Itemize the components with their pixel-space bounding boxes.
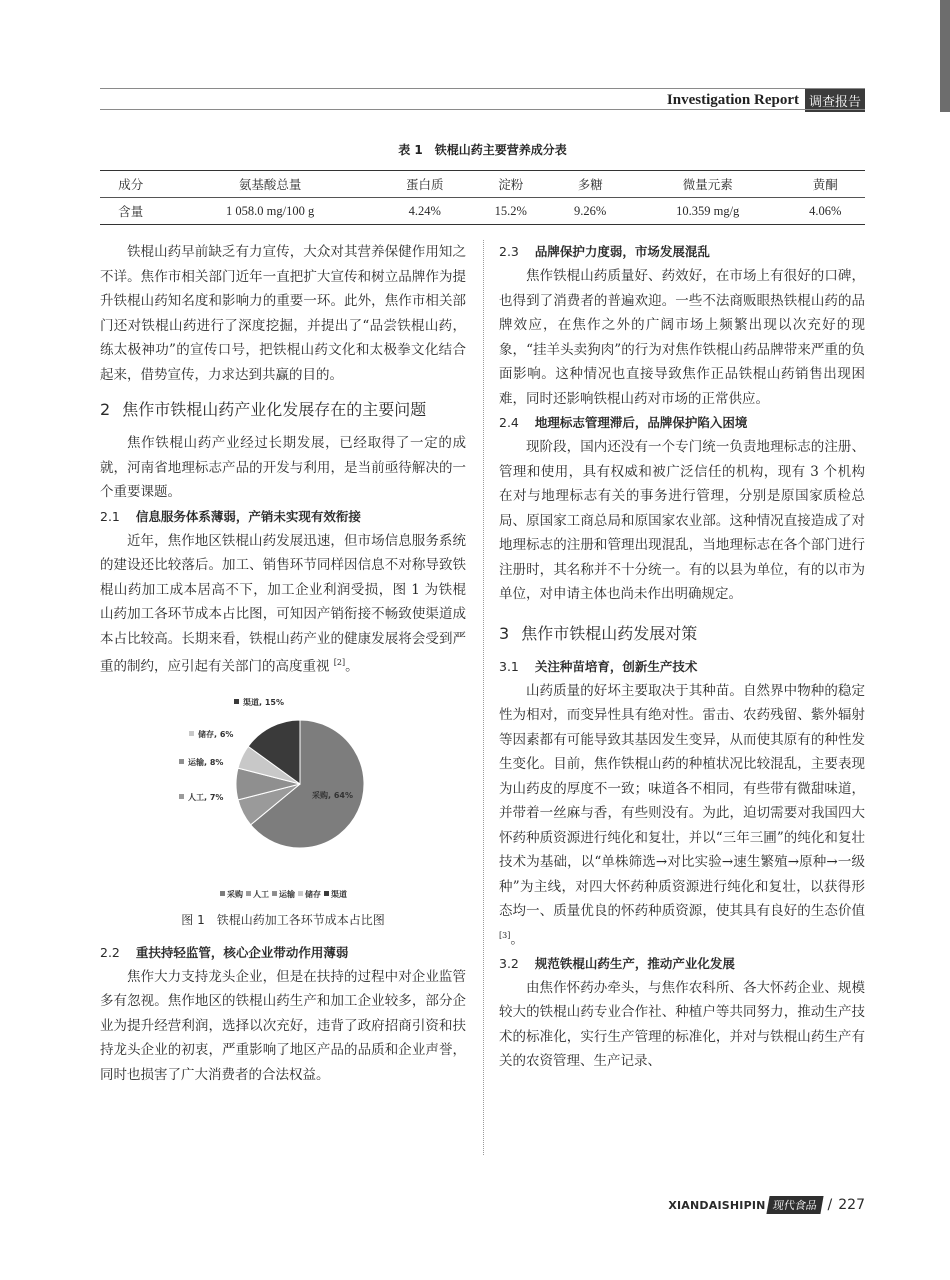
table-caption: 表 1 铁棍山药主要营养成分表	[398, 143, 567, 157]
pie-chart	[100, 697, 466, 902]
section-title: 焦作市铁棍山药产业化发展存在的主要问题	[122, 400, 427, 419]
page-footer	[668, 1196, 865, 1214]
legend-swatch	[298, 891, 303, 896]
pie-data-label: 人工, 7%	[188, 793, 224, 802]
subsection-heading	[499, 952, 865, 976]
legend-swatch	[272, 891, 277, 896]
subsection-title: 规范铁棍山药生产，推动产业化发展	[534, 955, 735, 971]
subsection-number: 2.4	[499, 415, 519, 430]
left-column	[100, 240, 466, 1087]
table-cell: 10.359 mg/g	[630, 198, 786, 225]
table-header-cell: 多糖	[550, 171, 629, 198]
legend-entry: 采购	[227, 890, 243, 899]
subsection-title: 品牌保护力度弱，市场发展混乱	[534, 244, 710, 259]
subsection-number: 2.2	[100, 944, 120, 960]
pie-data-label: 渠道, 15%	[243, 698, 284, 707]
pie-chart-figure	[100, 697, 466, 902]
header-english: Investigation Report	[666, 92, 799, 108]
table-cell: 4.06%	[785, 198, 865, 225]
subsection-heading	[100, 505, 466, 529]
paragraph-end: 。	[345, 658, 359, 675]
table-header-cell: 淀粉	[471, 171, 550, 198]
legend-entry: 储存	[305, 890, 321, 899]
paragraph: 由焦作怀药办牵头，与焦作农科所、各大怀药企业、规模较大的铁棍山药专业合作社、种植户等共同努力，推动生产技术的标准化，实行生产管理的标准化，并对与铁棍山药生产有关的农资管理、生产记录、	[499, 979, 865, 1069]
journal-name-english: XIANDAISHIPIN	[668, 1198, 766, 1212]
subsection-heading	[499, 240, 865, 264]
figure-caption: 图 1 铁棍山药加工各环节成本占比图	[181, 913, 385, 927]
column-divider	[483, 240, 484, 1155]
table-header-cell: 黄酮	[785, 171, 865, 198]
subsection-heading	[499, 655, 865, 679]
page-separator: /	[827, 1197, 833, 1213]
subsection-heading	[499, 411, 865, 435]
right-column	[499, 240, 865, 1074]
label-marker	[179, 794, 184, 799]
label-marker	[179, 759, 184, 764]
legend-swatch	[324, 891, 329, 896]
nutrition-table	[100, 170, 865, 225]
legend-entry: 人工	[253, 890, 269, 899]
citation: [2]	[333, 658, 346, 667]
subsection-heading	[100, 941, 466, 965]
label-marker	[234, 699, 239, 704]
table-cell: 4.24%	[379, 198, 471, 225]
table-cell: 含量	[100, 198, 162, 225]
paragraph-text: 近年，焦作地区铁棍山药发展迅速，但市场信息服务系统的建设还比较落后。加工、销售环节同样因信息不对称导致铁棍山药加工成本居高不下，加工企业利润受损，图 1 为铁棍山药加工各环节成本占比图，可知因产销衔接不畅致使渠道成本占比较高。长期来看，铁棍山药产业的健康发展将会受到严重的制约，应引起有关部门的高度重视	[100, 532, 466, 675]
paragraph	[100, 529, 466, 680]
pie-data-label: 采购, 64%	[312, 791, 353, 800]
subsection-title: 关注种苗培育，创新生产技术	[534, 658, 698, 674]
table-header-cell: 蛋白质	[379, 171, 471, 198]
table-header-row	[100, 171, 865, 198]
page-number: 227	[838, 1197, 865, 1213]
table-cell: 9.26%	[550, 198, 629, 225]
legend-swatch	[246, 891, 251, 896]
table-header-cell: 微量元素	[630, 171, 786, 198]
paragraph	[499, 679, 865, 952]
section-title: 焦作市铁棍山药发展对策	[521, 623, 698, 643]
subsection-number: 3.1	[499, 658, 519, 674]
legend-entry: 渠道	[331, 890, 347, 899]
citation: [3]	[499, 930, 511, 940]
paragraph: 铁棍山药早前缺乏有力宣传，大众对其营养保健作用知之不详。焦作市相关部门近年一直把扩大宣传和树立品牌作为提升铁棍山药知名度和影响力的重要一环。此外，焦作市相关部门还对铁棍山药进行了深度挖掘，并提出了“品尝铁棍山药，练太极神功”的宣传口号，把铁棍山药文化和太极拳文化结合起来，借势宣传，力求达到共赢的目的。	[100, 244, 466, 383]
table-cell: 1 058.0 mg/100 g	[162, 198, 379, 225]
section-heading	[499, 621, 865, 647]
pie-data-label: 运输, 8%	[188, 758, 224, 767]
table-row	[100, 198, 865, 225]
subsection-title: 信息服务体系薄弱，产销未实现有效衔接	[135, 508, 361, 524]
paragraph: 焦作铁棍山药产业经过长期发展，已经取得了一定的成就，河南省地理标志产品的开发与利用，是当前亟待解决的一个重要课题。	[100, 435, 466, 500]
subsection-title: 地理标志管理滞后，品牌保护陷入困境	[534, 415, 748, 430]
paragraph: 焦作铁棍山药质量好、药效好，在市场上有很好的口碑，也得到了消费者的普遍欢迎。一些不法商贩眼热铁棍山药的品牌效应，在焦作之外的广阔市场上频繁出现以次充好的现象，“挂羊头卖狗肉”的行为对焦作铁棍山药品牌带来严重的负面影响。这种情况也直接导致焦作正品铁棍山药销售出现困难，同时还影响铁棍山药对市场的正常供应。	[499, 268, 865, 407]
header-chinese: 调查报告	[805, 89, 865, 112]
paragraph-end: 。	[510, 931, 524, 947]
table-cell: 15.2%	[471, 198, 550, 225]
legend-entry: 运输	[279, 890, 295, 899]
pie-data-label: 储存, 6%	[198, 730, 234, 739]
table-header-cell: 氨基酸总量	[162, 171, 379, 198]
subsection-number: 2.1	[100, 508, 120, 524]
section-number: 2	[100, 400, 111, 419]
paragraph: 焦作大力支持龙头企业，但是在扶持的过程中对企业监管多有忽视。焦作地区的铁棍山药生产和加工企业较多，部分企业为提升经营利润，选择以次充好，违背了政府招商引资和扶持龙头企业的初衷，严重影响了地区产品的品质和企业声誉，同时也损害了广大消费者的合法权益。	[100, 968, 466, 1083]
subsection-title: 重扶持轻监管，核心企业带动作用薄弱	[135, 944, 349, 960]
paragraph: 现阶段，国内还没有一个专门统一负责地理标志的注册、管理和使用，具有权威和被广泛信任的机构，现有 3 个机构在对与地理标志有关的事务进行管理，分别是原国家质检总局、原国家工商总局和原国家农业部。这种情况直接造成了对地理标志的注册和管理出现混乱，当地理标志在各个部门进行注册时，其名称并不十分统一。有的以县为单位，有的以市为单位，对申请主体也尚未作出明确规定。	[499, 439, 865, 602]
section-heading	[100, 397, 466, 423]
section-number: 3	[499, 623, 510, 643]
subsection-number: 3.2	[499, 955, 519, 971]
label-marker	[189, 731, 194, 736]
header-rule-bottom	[100, 109, 865, 110]
subsection-number: 2.3	[499, 244, 519, 259]
journal-name-chinese: 现代食品	[766, 1196, 823, 1214]
edge-tab	[940, 0, 950, 112]
paragraph-text: 山药质量的好坏主要取决于其种苗。自然界中物种的稳定性为相对，而变异性具有绝对性。雷击、农药残留、紫外辐射等因素都有可能导致其基因发生变异，从而使其原有的种性发生变化。目前，焦作铁棍山药的种植状况比较混乱，主要表现为山药皮的厚度不一致；味道各不相同，有些带有微甜味道，并带着一丝麻与香，有些则没有。为此，迫切需要对我国四大怀药种质资源进行纯化和复壮，并以“三年三圃”的纯化和复壮技术为基础，以“单株筛选→对比实验→速生繁殖→原种→一级种”为主线，对四大怀药种质资源进行纯化和复壮，以获得形态均一、质量优良的怀药种质资源，使其具有良好的生态价值	[499, 682, 865, 919]
legend-swatch	[220, 891, 225, 896]
table-header-cell: 成分	[100, 171, 162, 198]
